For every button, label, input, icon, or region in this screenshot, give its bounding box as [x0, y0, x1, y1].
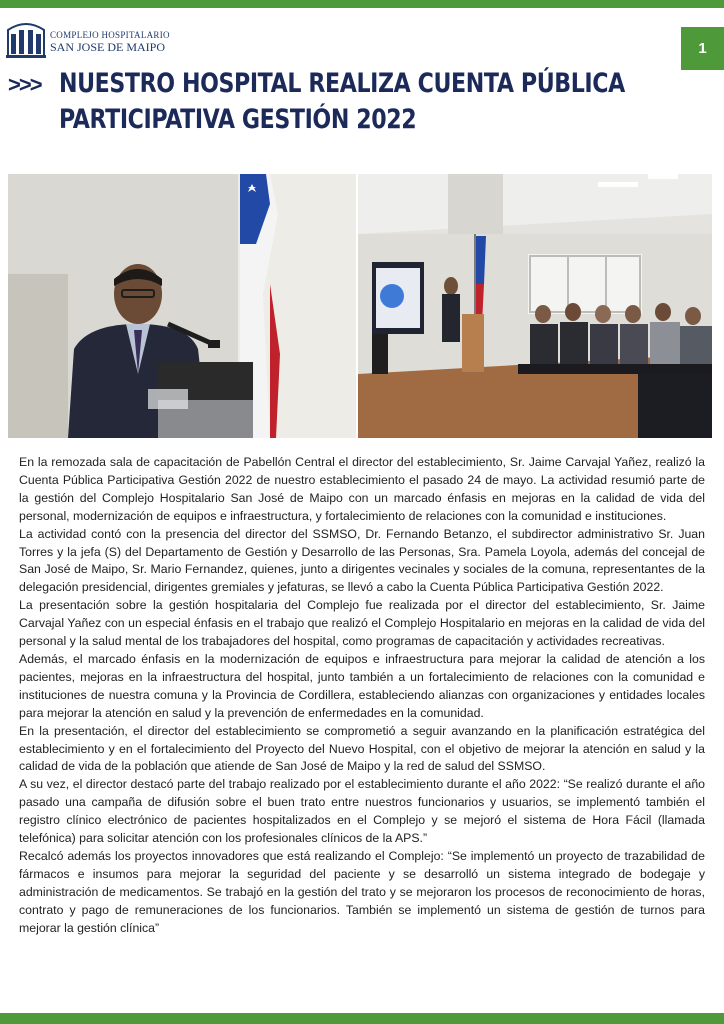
article-paragraph: A su vez, el director destacó parte del trabajo realizado por el establecimiento durante el año 2022: “Se realizó durante el año pasado una campaña de difusión sobre el buen trato entre nuestros funcionarios y usuarios, se implementó también el registro clínico electrónico de pacientes hospitalizados en el Complejo y se mejoró el sistema de Hora Fácil (llamada telefónica) para solicitar atención con los profesionales clínicos de la APS.” [19, 777, 705, 846]
page-number-badge: 1 [681, 27, 724, 70]
article-body [19, 454, 705, 937]
bottom-accent-bar [0, 1013, 724, 1024]
article-paragraph: En la remozada sala de capacitación de Pabellón Central el director del establecimiento, Sr. Jaime Carvajal Yañez, realizó la Cuenta Pública Participativa Gestión 2022 de nuestro establecimiento el pasado 24 de mayo. La actividad resumió parte de la gestión del Complejo Hospitalario San José de Maipo con un marcado énfasis en mejoras en la calidad de vida del personal, modernización de equipos e infraestructura, y fortalecimiento de relaciones con la comunidad e instituciones. [19, 455, 705, 523]
photo-audience-room [358, 174, 712, 438]
top-accent-bar [0, 0, 724, 8]
photo-speaker-podium [8, 174, 356, 438]
title-bullet: >>> [8, 72, 41, 97]
logo-line-1: COMPLEJO HOSPITALARIO [50, 30, 170, 40]
article-paragraph: En la presentación, el director del establecimiento se comprometió a seguir avanzando en la planificación estratégica del establecimiento y en el fortalecimiento del Proyecto del Nuevo Hospital, con el objetivo de mejorar la atención en salud y la calidad de vida de la población que atiende de San José de Maipo y la red de salud del SSMSO. [19, 723, 705, 774]
hospital-building-icon [6, 16, 46, 60]
page-title [59, 66, 625, 138]
article-paragraph: Recalcó además los proyectos innovadores que está realizando el Complejo: “Se implementó un proyecto de trazabilidad de fármacos e insumos para mejorar la seguridad del paciente y se desarrolló un sistema integrado de bodegaje y administración de medicamentos. Se trabajó en la gestión del trato y se mejoraron los procesos de reconocimiento de horas, contrato y pago de remuneraciones de los funcionarios. También se implementó un sistema de gestión de turnos para mejorar la gestión clínica” [19, 848, 705, 935]
hospital-logo [6, 14, 176, 60]
logo-line-2: SAN JOSE DE MAIPO [50, 40, 166, 54]
title-line-2: PARTICIPATIVA GESTIÓN 2022 [59, 104, 417, 135]
article-paragraph: La actividad contó con la presencia del director del SSMSO, Dr. Fernando Betanzo, el subdirector administrativo Sr. Juan Torres y la jefa (S) del Departamento de Gestión y Desarrollo de las Personas, Sra. Pamela Loyola, además del concejal de San José de Maipo, Sr. Mario Fernandez, quienes, junto a dirigentes vecinales y sociales de la comuna, representantes de la delegación presidencial, dirigentes gremiales y jefaturas, se llevó a cabo la Cuenta Pública Participativa Gestión 2022. [19, 526, 705, 595]
article-paragraph: La presentación sobre la gestión hospitalaria del Complejo fue realizada por el director del establecimiento, Sr. Jaime Carvajal Yañez con un especial énfasis en el trabajo que realizó el Complejo Hospitalario en mejoras en la calidad de vida del personal y la salud mental de los trabajadores del hospital, como programas de capacitación y actividades recreativas. [19, 598, 705, 649]
article-paragraph: Además, el marcado énfasis en la modernización de equipos e infraestructura para mejorar la calidad de atención a los pacientes, mejoras en la infraestructura del hospital, junto también a un fortalecimiento de relaciones con la comunidad e instituciones de nuestra comuna y la Provincia de Cordillera, estableciendo alianzas con organizaciones y entidades locales para mejorar la atención en salud y la prevención de enfermedades en la comunidad. [19, 651, 705, 720]
title-line-1: NUESTRO HOSPITAL REALIZA CUENTA PÚBLICA [59, 68, 625, 99]
